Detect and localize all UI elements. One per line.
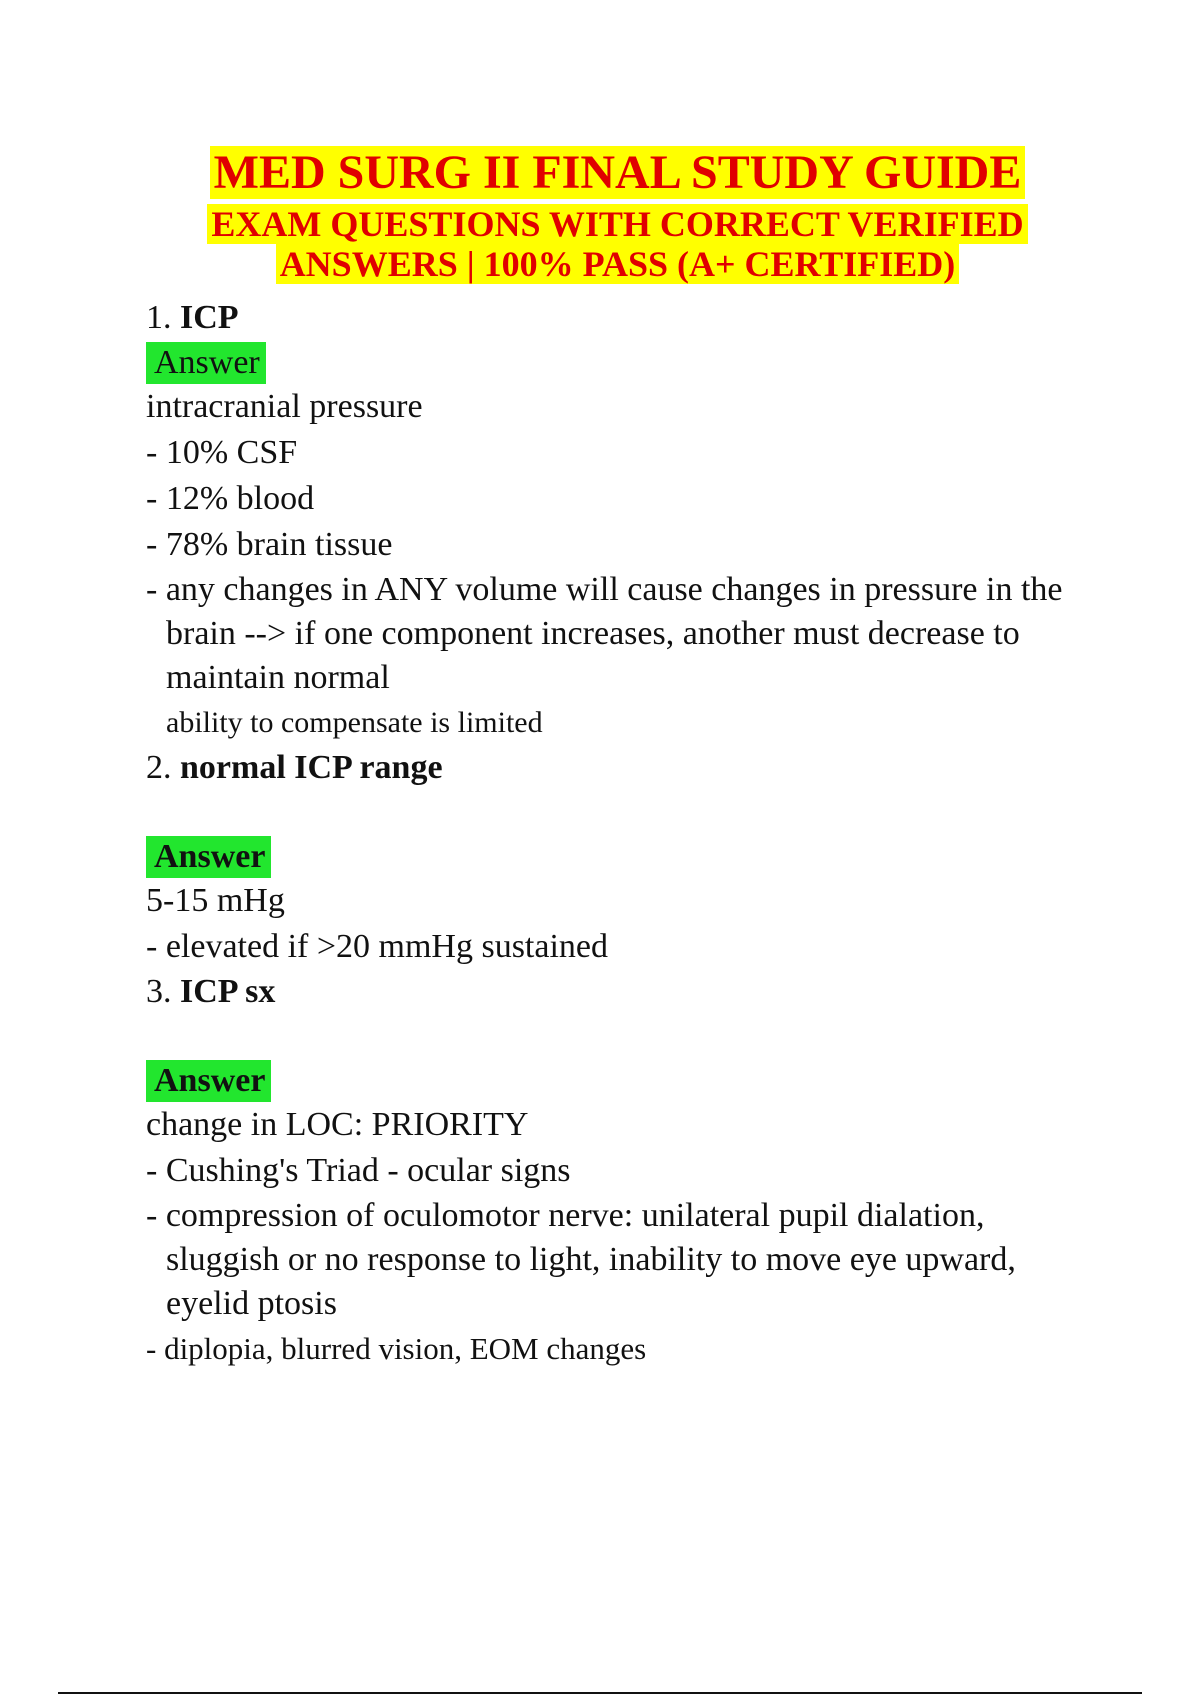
answer-line: 5-15 mHg	[146, 882, 285, 919]
answer-line: intracranial pressure	[146, 388, 423, 425]
answer-line: - elevated if >20 mmHg sustained	[146, 928, 609, 965]
spacer	[146, 790, 1106, 834]
title-text-3: ANSWERS | 100% PASS (A+ CERTIFIED)	[276, 244, 960, 284]
title-text-1: MED SURG II FINAL STUDY GUIDE	[210, 146, 1026, 199]
question-1	[146, 296, 1106, 340]
title-text-2: EXAM QUESTIONS WITH CORRECT VERIFIED	[207, 204, 1027, 244]
answer-line: - any changes in ANY volume will cause changes in pressure in the brain --> if one component increases, another must decrease to maintain normal	[146, 571, 1063, 696]
question-number: 1.	[146, 299, 172, 336]
question-term: ICP	[180, 299, 239, 336]
answer-line: - 10% CSF	[146, 434, 298, 471]
answer-line: - 12% blood	[146, 480, 315, 517]
answer-line: - compression of oculomotor nerve: unilateral pupil dialation, sluggish or no response to light, inability to move eye upward, eyelid ptosis	[146, 1197, 1016, 1322]
answer-line: ability to compensate is limited	[166, 706, 543, 739]
qa-list	[146, 296, 1106, 1372]
question-2	[146, 746, 1106, 790]
answer-line: change in LOC: PRIORITY	[146, 1106, 529, 1143]
answer-label: Answer	[146, 1060, 271, 1102]
answer-line: - diplopia, blurred vision, EOM changes	[146, 1331, 647, 1366]
question-number: 3.	[146, 973, 172, 1010]
answer-label: Answer	[146, 342, 266, 384]
answer-line: - 78% brain tissue	[146, 526, 393, 563]
answer-line: - Cushing's Triad - ocular signs	[146, 1152, 571, 1189]
title-block	[0, 146, 1200, 284]
question-term: ICP sx	[180, 973, 276, 1010]
answer-label: Answer	[146, 836, 271, 878]
title-line-3	[0, 244, 1200, 284]
title-line-1	[0, 146, 1200, 200]
title-line-2	[0, 204, 1200, 244]
page-bottom-rule	[58, 1692, 1142, 1694]
spacer	[146, 1014, 1106, 1058]
question-term: normal ICP range	[180, 749, 443, 786]
question-3	[146, 970, 1106, 1014]
question-number: 2.	[146, 749, 172, 786]
